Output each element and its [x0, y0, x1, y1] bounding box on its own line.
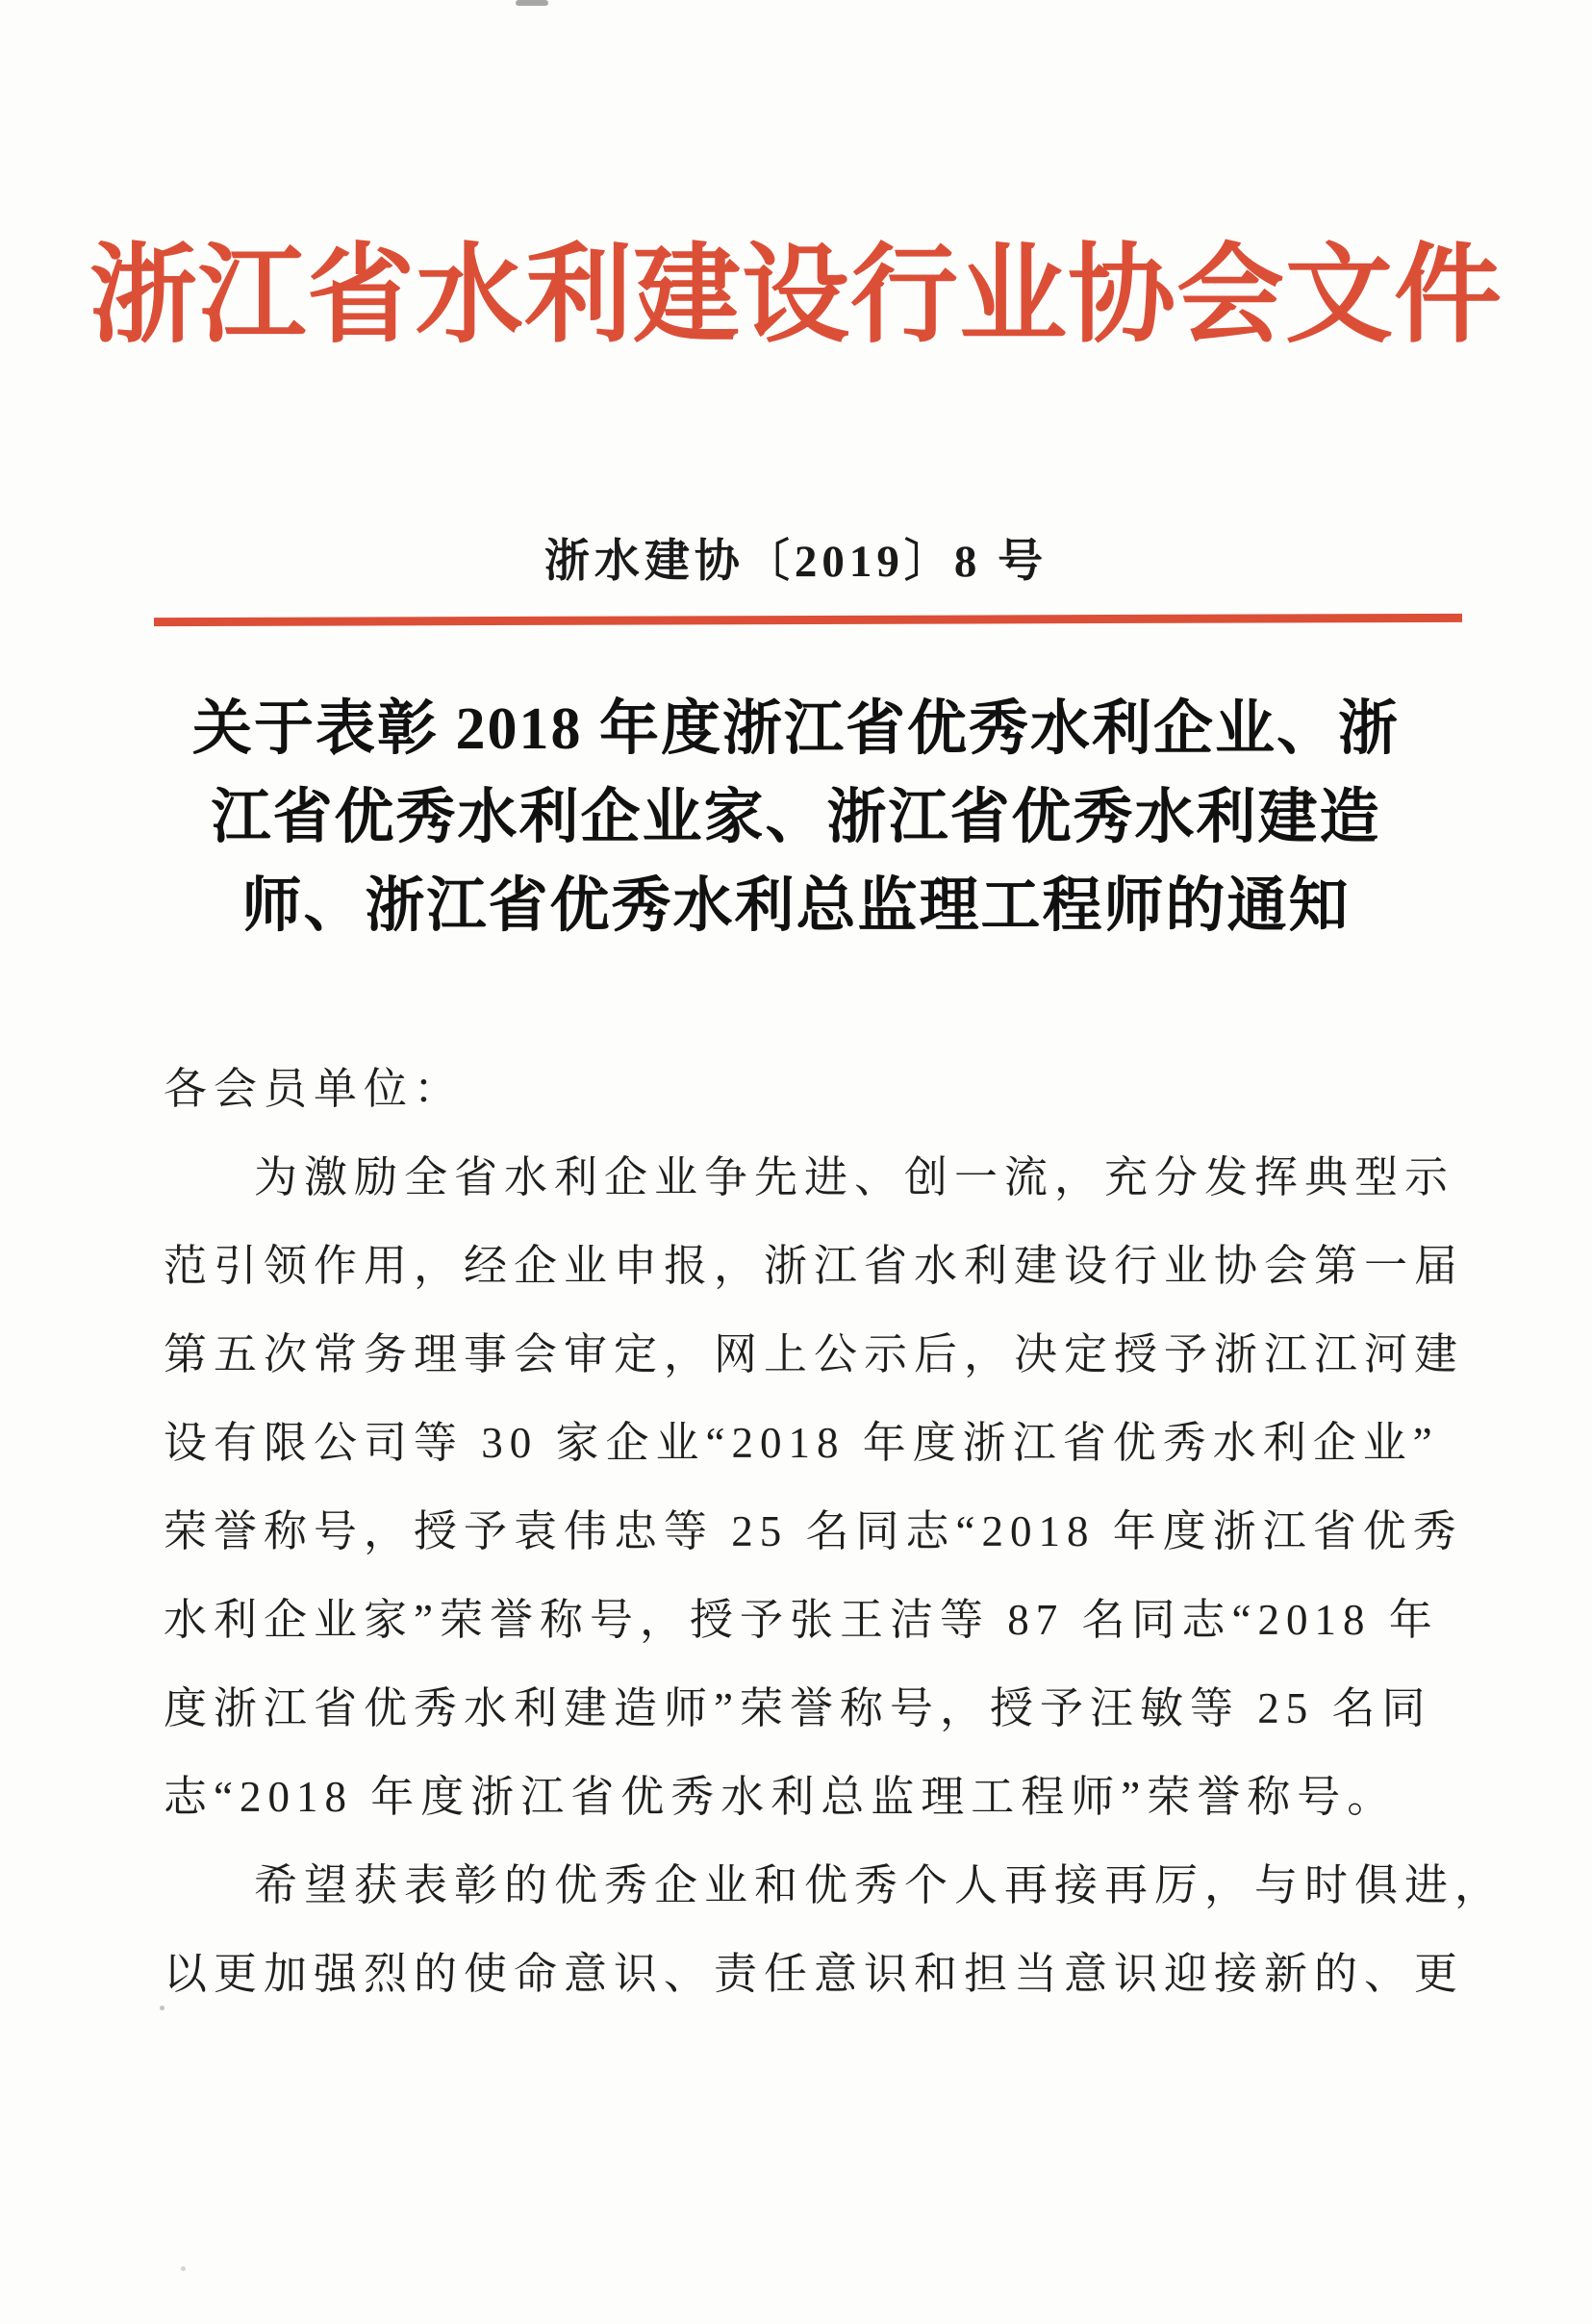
notice-title-line: 关于表彰 2018 年度浙江省优秀水利企业、浙 — [191, 696, 1400, 762]
notice-title — [0, 685, 1592, 950]
scan-artifact-speck — [181, 2266, 186, 2271]
body-line: 度浙江省优秀水利建造师”荣誉称号，授予汪敏等 25 名同 — [164, 1684, 1432, 1732]
body-line: 希望获表彰的优秀企业和优秀个人再接再厉，与时俱进， — [254, 1861, 1505, 1909]
body-line: 志“2018 年度浙江省优秀水利总监理工程师”荣誉称号。 — [164, 1773, 1398, 1821]
scan-artifact-speck — [160, 2006, 164, 2010]
body-paragraphs — [164, 1133, 1505, 2018]
body-line: 设有限公司等 30 家企业“2018 年度浙江省优秀水利企业” — [164, 1419, 1439, 1467]
notice-title-line: 师、浙江省优秀水利总监理工程师的通知 — [241, 873, 1351, 939]
document-header-title: 浙江省水利建设行业协会文件 — [89, 237, 1503, 356]
salutation: 各会员单位： — [164, 1065, 465, 1113]
scan-artifact-mark — [516, 0, 548, 6]
body-line: 为激励全省水利企业争先进、创一流，充分发挥典型示 — [254, 1153, 1455, 1201]
body-line: 以更加强烈的使命意识、责任意识和担当意识迎接新的、更 — [164, 1950, 1465, 1998]
document-body — [164, 1045, 1505, 2018]
notice-title-line: 江省优秀水利企业家、浙江省优秀水利建造 — [211, 785, 1381, 850]
document-number: 浙水建协〔2019〕8 号 — [543, 537, 1049, 587]
body-line: 水利企业家”荣誉称号，授予张王洁等 87 名同志“2018 年 — [164, 1596, 1439, 1644]
body-line: 第五次常务理事会审定，网上公示后，决定授予浙江江河建 — [164, 1330, 1465, 1378]
red-divider-rule — [154, 614, 1462, 626]
body-line: 范引领作用，经企业申报，浙江省水利建设行业协会第一届 — [164, 1242, 1465, 1290]
body-line: 荣誉称号，授予袁伟忠等 25 名同志“2018 年度浙江省优秀 — [164, 1507, 1463, 1555]
